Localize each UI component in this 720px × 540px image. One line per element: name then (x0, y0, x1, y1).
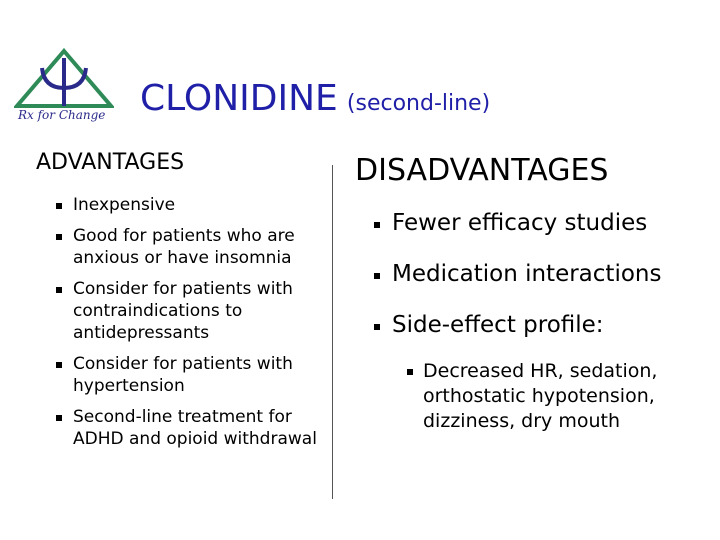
square-bullet-icon (56, 362, 62, 368)
square-bullet-icon (374, 222, 380, 228)
list-item: Inexpensive (54, 194, 334, 216)
square-bullet-icon (407, 369, 413, 375)
advantages-list (54, 194, 334, 450)
list-item: Side-effect profile: Decreased HR, sedation, orthostatic hypotension, dizziness, dry mouth (372, 311, 712, 434)
disadvantages-list (372, 209, 712, 434)
side-effect-sublist (406, 359, 712, 434)
slide-title (140, 78, 490, 119)
logo-caption: Rx for Change (18, 108, 106, 122)
list-item: Medication interactions (372, 260, 712, 288)
list-item: Fewer efficacy studies (372, 209, 712, 237)
title-sub: (second-line) (346, 91, 491, 116)
square-bullet-icon (374, 273, 380, 279)
list-item: Second-line treatment for ADHD and opioid withdrawal (54, 406, 334, 450)
square-bullet-icon (56, 203, 62, 209)
square-bullet-icon (56, 234, 62, 240)
list-item: Decreased HR, sedation, orthostatic hypotension, dizziness, dry mouth (406, 359, 712, 434)
title-main: CLONIDINE (140, 78, 338, 119)
advantages-heading: ADVANTAGES (36, 150, 185, 175)
square-bullet-icon (374, 324, 380, 330)
psi-triangle-icon (14, 48, 114, 108)
list-item: Consider for patients with contraindications to antidepressants (54, 278, 334, 344)
list-item: Consider for patients with hypertension (54, 353, 334, 397)
square-bullet-icon (56, 287, 62, 293)
square-bullet-icon (56, 415, 62, 421)
list-item: Good for patients who are anxious or have insomnia (54, 225, 334, 269)
disadvantages-heading: DISADVANTAGES (355, 153, 609, 188)
